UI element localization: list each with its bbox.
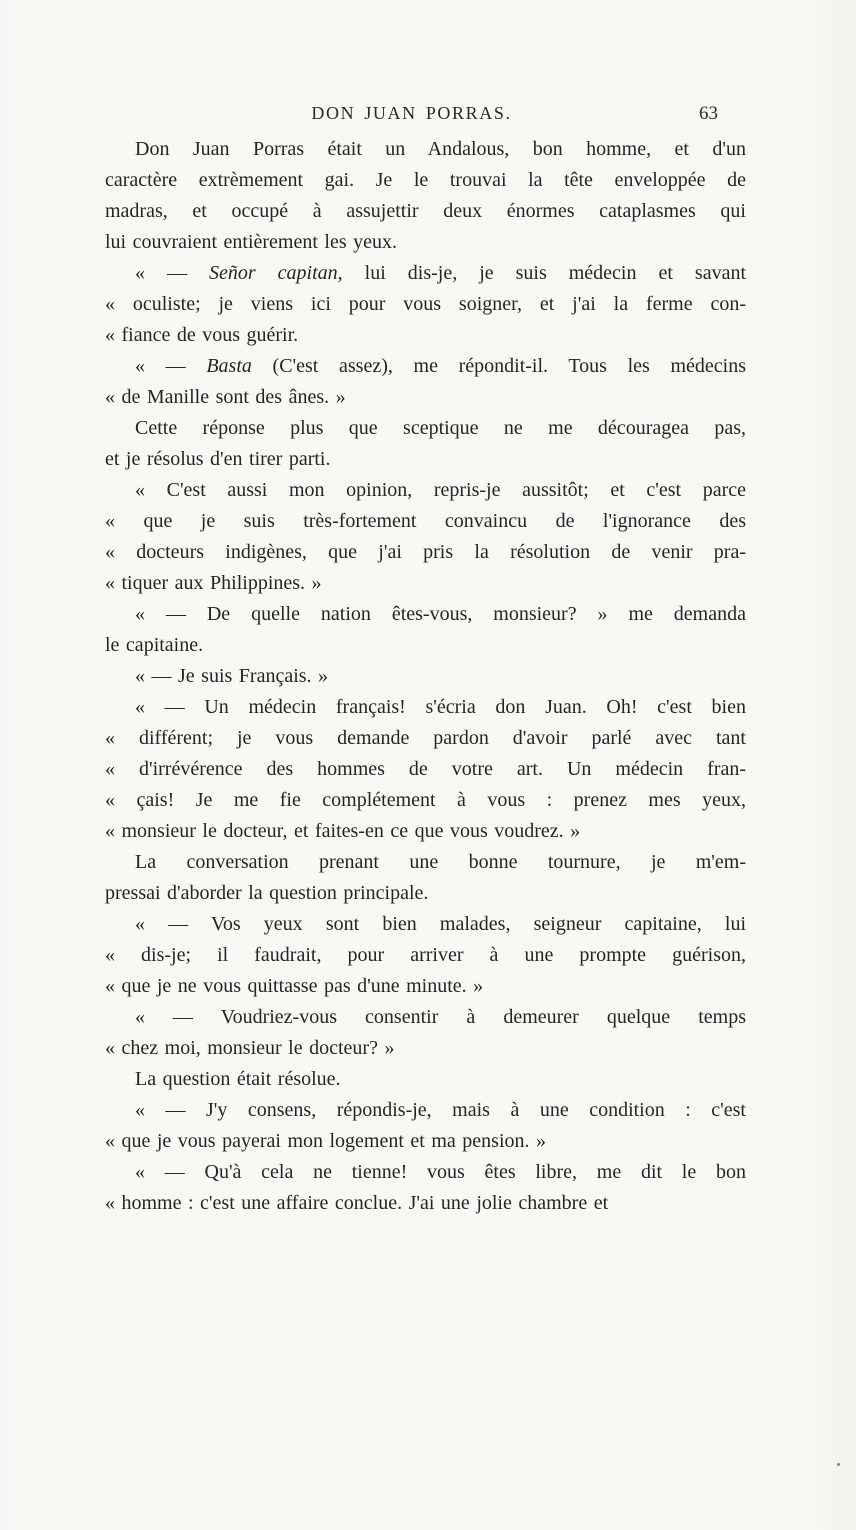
text-line: « de Manille sont des ânes. » bbox=[105, 386, 346, 408]
text-line: Cette réponse plus que sceptique ne me découragea pas, bbox=[135, 417, 746, 439]
text-line bbox=[105, 258, 746, 289]
text-line: « que je vous payerai mon logement et ma pension. » bbox=[105, 1130, 547, 1152]
text-line: et je résolus d'en tirer parti. bbox=[105, 448, 331, 470]
paragraph bbox=[105, 1157, 746, 1219]
text-line: « tiquer aux Philippines. » bbox=[105, 572, 322, 594]
text-line: pressai d'aborder la question principale. bbox=[105, 882, 429, 904]
text-line: « C'est aussi mon opinion, repris-je aussitôt; et c'est parce bbox=[135, 479, 746, 501]
text-line: « homme : c'est une affaire conclue. J'ai une jolie chambre et bbox=[105, 1192, 609, 1214]
text-area bbox=[105, 103, 746, 1219]
text-segment: , lui dis-je, je suis médecin et savant bbox=[337, 262, 747, 284]
page-number: 63 bbox=[699, 103, 718, 124]
italic-text-segment: Basta bbox=[206, 355, 252, 377]
text-line: « — Vos yeux sont bien malades, seigneur capitaine, lui bbox=[135, 913, 746, 935]
paragraph bbox=[105, 351, 746, 413]
text-line: caractère extrèmement gai. Je le trouvai la tête enveloppée de bbox=[105, 169, 746, 191]
text-line: « — Un médecin français! s'écria don Juan. Oh! c'est bien bbox=[135, 696, 746, 718]
text-segment: (C'est assez), me répondit-il. Tous les médecins bbox=[251, 355, 746, 377]
text-line: Don Juan Porras était un Andalous, bon homme, et d'un bbox=[135, 138, 746, 160]
text-line: « — J'y consens, répondis-je, mais à une condition : c'est bbox=[135, 1099, 746, 1121]
text-line: « — De quelle nation êtes-vous, monsieur? » me demanda bbox=[135, 603, 746, 625]
paragraph bbox=[105, 661, 746, 692]
scan-speck bbox=[837, 1463, 840, 1466]
text-line: « çais! Je me fie complétement à vous : prenez mes yeux, bbox=[105, 789, 746, 811]
text-line: « — Voudriez-vous consentir à demeurer quelque temps bbox=[135, 1006, 746, 1028]
text-line: « dis-je; il faudrait, pour arriver à une prompte guérison, bbox=[105, 944, 746, 966]
text-segment: « — bbox=[135, 262, 209, 284]
text-block bbox=[105, 134, 746, 1219]
paragraph bbox=[105, 475, 746, 599]
paragraph bbox=[105, 1095, 746, 1157]
text-line: madras, et occupé à assujettir deux énormes cataplasmes qui bbox=[105, 200, 746, 222]
text-line: lui couvraient entièrement les yeux. bbox=[105, 231, 398, 253]
text-line: « que je suis très-fortement convaincu de l'ignorance des bbox=[105, 510, 746, 532]
paragraph bbox=[105, 134, 746, 258]
paragraph bbox=[105, 692, 746, 847]
text-line: « chez moi, monsieur le docteur? » bbox=[105, 1037, 395, 1059]
text-line: « monsieur le docteur, et faites-en ce que vous voudrez. » bbox=[105, 820, 581, 842]
text-line: « d'irrévérence des hommes de votre art. Un médecin fran- bbox=[105, 758, 746, 780]
text-line: La question était résolue. bbox=[135, 1068, 341, 1090]
paragraph bbox=[105, 413, 746, 475]
text-line: « — Je suis Français. » bbox=[135, 665, 329, 687]
text-line bbox=[105, 351, 746, 382]
italic-text-segment: Señor capitan bbox=[209, 262, 338, 284]
page-title: DON JUAN PORRAS. bbox=[311, 103, 512, 123]
paragraph bbox=[105, 599, 746, 661]
paragraph bbox=[105, 847, 746, 909]
text-line: « différent; je vous demande pardon d'avoir parlé avec tant bbox=[105, 727, 746, 749]
paragraph bbox=[105, 1064, 746, 1095]
paragraph bbox=[105, 909, 746, 1002]
text-line: le capitaine. bbox=[105, 634, 204, 656]
text-line: « fiance de vous guérir. bbox=[105, 324, 299, 346]
paragraph bbox=[105, 1002, 746, 1064]
text-line: « oculiste; je viens ici pour vous soigner, et j'ai la ferme con- bbox=[105, 293, 746, 315]
text-line: « — Qu'à cela ne tienne! vous êtes libre, me dit le bon bbox=[135, 1161, 746, 1183]
text-line: « que je ne vous quittasse pas d'une minute. » bbox=[105, 975, 484, 997]
paragraph bbox=[105, 258, 746, 351]
page-header bbox=[105, 103, 746, 125]
text-line: « docteurs indigènes, que j'ai pris la résolution de venir pra- bbox=[105, 541, 746, 563]
text-segment: « — bbox=[135, 355, 207, 377]
text-line: La conversation prenant une bonne tournure, je m'em- bbox=[135, 851, 746, 873]
